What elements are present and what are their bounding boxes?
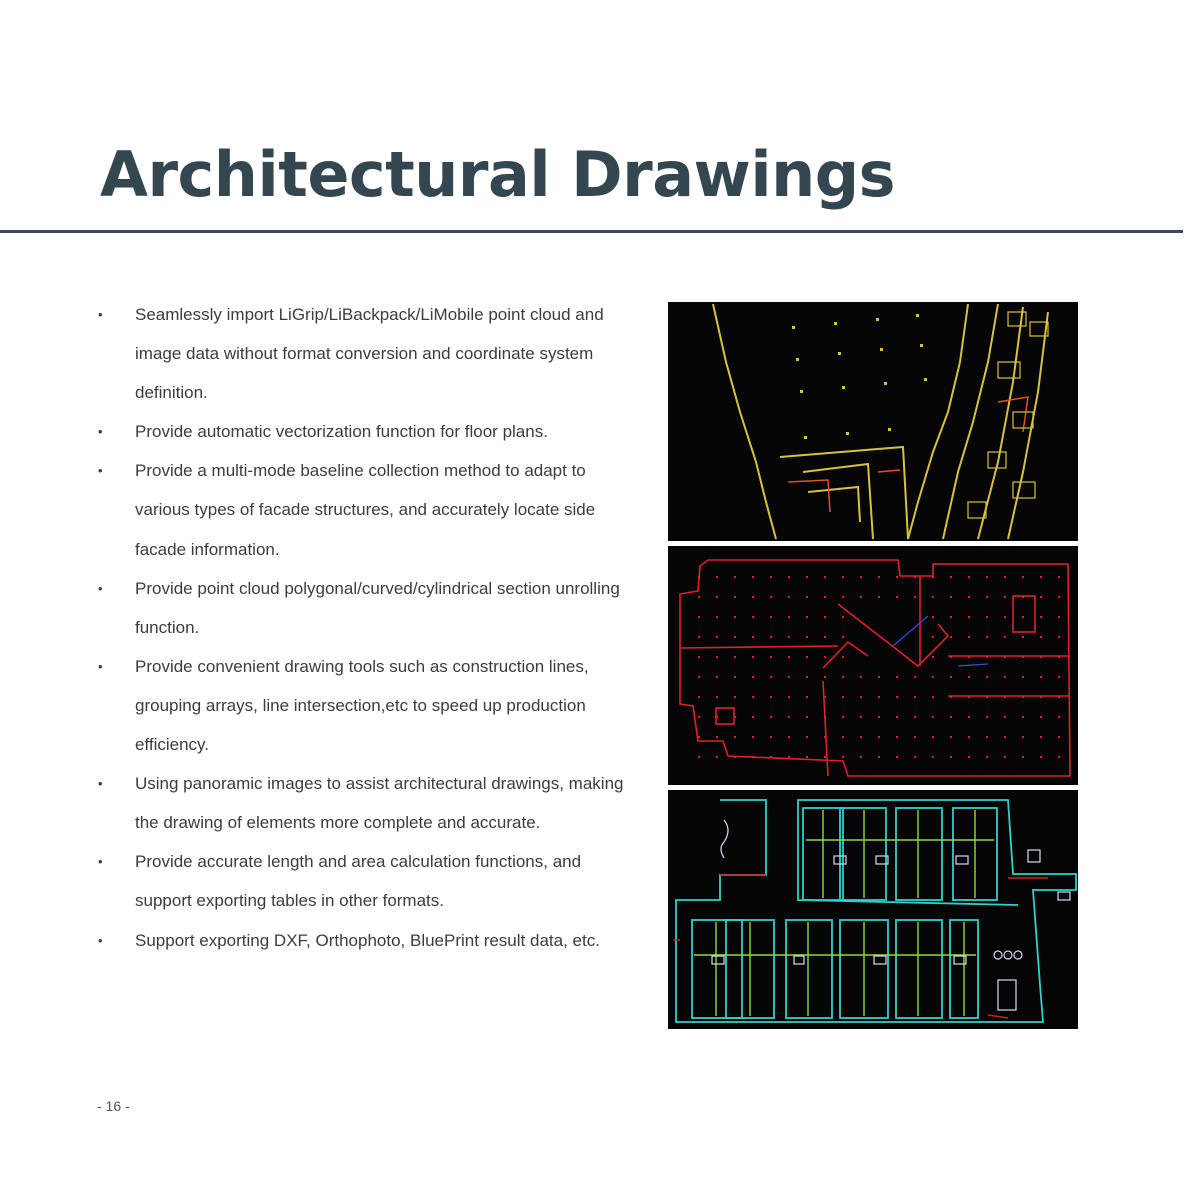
column-marker <box>1022 676 1024 678</box>
column-marker <box>950 616 952 618</box>
column-marker <box>932 736 934 738</box>
column-marker <box>878 716 880 718</box>
column-marker <box>968 656 970 658</box>
column-marker <box>698 636 700 638</box>
column-marker <box>1004 656 1006 658</box>
column-marker <box>734 656 736 658</box>
floorplan-image-3 <box>668 790 1078 1029</box>
column-marker <box>770 616 772 618</box>
column-marker <box>1004 616 1006 618</box>
column-marker <box>950 676 952 678</box>
column-marker <box>914 756 916 758</box>
column-marker <box>842 756 844 758</box>
column-marker <box>716 676 718 678</box>
column-marker <box>752 736 754 738</box>
column-marker <box>860 596 862 598</box>
column-marker <box>1004 676 1006 678</box>
column-marker <box>752 716 754 718</box>
feature-item <box>98 412 628 451</box>
column-marker <box>788 736 790 738</box>
column-marker <box>698 596 700 598</box>
column-marker <box>968 696 970 698</box>
floorplan-image-1 <box>668 302 1078 541</box>
column-marker <box>788 596 790 598</box>
column-marker <box>734 596 736 598</box>
column-marker <box>770 656 772 658</box>
column-marker <box>824 596 826 598</box>
column-marker <box>842 596 844 598</box>
column-marker <box>716 736 718 738</box>
bullet-icon: • <box>98 463 103 479</box>
column-marker <box>1022 636 1024 638</box>
column-marker <box>752 756 754 758</box>
column-marker <box>752 576 754 578</box>
column-marker <box>950 636 952 638</box>
column-marker <box>842 676 844 678</box>
floorplan-yellow-drawing <box>668 302 1078 541</box>
feature-text: Seamlessly import LiGrip/LiBackpack/LiMobile point cloud and image data without format conversion and coordinate system definition. <box>135 305 604 403</box>
column-marker <box>716 716 718 718</box>
column-marker <box>914 676 916 678</box>
column-marker <box>932 756 934 758</box>
floorplan-red-drawing <box>668 546 1078 785</box>
column-marker <box>734 616 736 618</box>
column-marker <box>842 656 844 658</box>
column-marker <box>1022 716 1024 718</box>
column-marker <box>1040 756 1042 758</box>
column-marker <box>968 576 970 578</box>
page-title: Architectural Drawings <box>100 138 895 211</box>
column-marker <box>1058 616 1060 618</box>
column-marker <box>968 676 970 678</box>
column-marker <box>698 676 700 678</box>
column-marker <box>842 696 844 698</box>
column-marker <box>1040 636 1042 638</box>
column-marker <box>698 736 700 738</box>
column-marker <box>896 696 898 698</box>
column-marker <box>896 576 898 578</box>
column-marker <box>968 636 970 638</box>
column-marker <box>932 616 934 618</box>
column-marker <box>1058 576 1060 578</box>
column-marker <box>1022 596 1024 598</box>
bullet-icon: • <box>98 658 103 674</box>
column-marker <box>806 736 808 738</box>
column-marker <box>842 616 844 618</box>
column-marker <box>824 676 826 678</box>
column-marker <box>752 636 754 638</box>
column-marker <box>824 576 826 578</box>
column-marker <box>932 656 934 658</box>
column-marker <box>878 696 880 698</box>
column-marker <box>986 616 988 618</box>
column-marker <box>1004 736 1006 738</box>
column-marker <box>698 576 700 578</box>
bullet-icon: • <box>98 932 103 948</box>
column-marker <box>824 656 826 658</box>
column-marker <box>788 576 790 578</box>
column-marker <box>806 756 808 758</box>
feature-text: Provide point cloud polygonal/curved/cylindrical section unrolling function. <box>135 578 620 637</box>
column-marker <box>734 696 736 698</box>
column-marker <box>878 736 880 738</box>
column-marker <box>806 576 808 578</box>
feature-item <box>98 647 628 764</box>
feature-text: Provide automatic vectorization function for floor plans. <box>135 422 548 442</box>
column-marker <box>788 676 790 678</box>
column-marker <box>716 656 718 658</box>
feature-item <box>98 842 628 920</box>
column-marker <box>1004 696 1006 698</box>
column-markers <box>698 576 1060 758</box>
column-marker <box>914 596 916 598</box>
column-marker <box>1004 716 1006 718</box>
title-divider <box>0 230 1183 233</box>
column-marker <box>1004 576 1006 578</box>
column-marker <box>1004 756 1006 758</box>
column-marker <box>968 756 970 758</box>
column-marker <box>1058 756 1060 758</box>
column-marker <box>1058 636 1060 638</box>
column-marker <box>824 736 826 738</box>
bullet-icon: • <box>98 580 103 596</box>
column-marker <box>824 756 826 758</box>
column-marker <box>788 756 790 758</box>
column-marker <box>896 756 898 758</box>
column-marker <box>752 656 754 658</box>
feature-item <box>98 764 628 842</box>
column-marker <box>752 696 754 698</box>
column-marker <box>914 716 916 718</box>
column-marker <box>734 636 736 638</box>
column-marker <box>788 656 790 658</box>
column-marker <box>698 656 700 658</box>
column-marker <box>986 736 988 738</box>
column-marker <box>1058 716 1060 718</box>
page-number: - 16 - <box>97 1098 130 1114</box>
column-marker <box>932 676 934 678</box>
column-marker <box>752 596 754 598</box>
bullet-icon: • <box>98 307 103 322</box>
column-marker <box>950 716 952 718</box>
column-marker <box>770 676 772 678</box>
column-marker <box>824 616 826 618</box>
column-marker <box>734 676 736 678</box>
column-marker <box>752 616 754 618</box>
column-marker <box>770 756 772 758</box>
column-marker <box>932 716 934 718</box>
column-marker <box>824 696 826 698</box>
column-marker <box>932 636 934 638</box>
column-marker <box>968 596 970 598</box>
feature-text: Using panoramic images to assist architectural drawings, making the drawing of elements more complete and accurate. <box>135 774 624 833</box>
column-marker <box>806 596 808 598</box>
column-marker <box>1040 736 1042 738</box>
column-marker <box>698 756 700 758</box>
column-marker <box>770 736 772 738</box>
column-marker <box>1004 636 1006 638</box>
column-marker <box>788 696 790 698</box>
column-marker <box>716 576 718 578</box>
floorplan-cyan-drawing <box>668 790 1078 1029</box>
column-marker <box>734 736 736 738</box>
column-marker <box>1058 676 1060 678</box>
column-marker <box>878 576 880 578</box>
column-marker <box>806 636 808 638</box>
feature-text: Provide a multi-mode baseline collection method to adapt to various types of facade structures, and accurately locate side facade information. <box>135 461 596 559</box>
column-marker <box>950 696 952 698</box>
column-marker <box>806 676 808 678</box>
column-marker <box>1040 716 1042 718</box>
column-marker <box>824 716 826 718</box>
column-marker <box>1058 736 1060 738</box>
column-marker <box>986 716 988 718</box>
column-marker <box>860 696 862 698</box>
column-marker <box>914 696 916 698</box>
column-marker <box>950 756 952 758</box>
column-marker <box>1040 676 1042 678</box>
column-marker <box>986 676 988 678</box>
column-marker <box>932 576 934 578</box>
column-marker <box>878 596 880 598</box>
feature-item <box>98 569 628 647</box>
column-marker <box>896 596 898 598</box>
bullet-icon: • <box>98 424 103 440</box>
column-marker <box>968 616 970 618</box>
column-marker <box>734 576 736 578</box>
column-marker <box>950 596 952 598</box>
column-marker <box>716 636 718 638</box>
column-marker <box>770 716 772 718</box>
column-marker <box>770 576 772 578</box>
column-marker <box>770 596 772 598</box>
column-marker <box>968 716 970 718</box>
column-marker <box>788 616 790 618</box>
bullet-icon: • <box>98 854 103 870</box>
column-marker <box>716 616 718 618</box>
column-marker <box>1040 696 1042 698</box>
feature-item <box>98 295 628 412</box>
column-marker <box>806 616 808 618</box>
feature-list <box>98 295 628 960</box>
column-marker <box>896 736 898 738</box>
column-marker <box>860 736 862 738</box>
column-marker <box>860 756 862 758</box>
column-marker <box>806 716 808 718</box>
column-marker <box>842 576 844 578</box>
column-marker <box>698 716 700 718</box>
column-marker <box>842 716 844 718</box>
column-marker <box>968 736 970 738</box>
column-marker <box>806 656 808 658</box>
column-marker <box>1022 576 1024 578</box>
column-marker <box>716 596 718 598</box>
column-marker <box>752 676 754 678</box>
column-marker <box>1058 696 1060 698</box>
column-marker <box>986 656 988 658</box>
feature-item <box>98 921 628 960</box>
column-marker <box>1022 616 1024 618</box>
column-marker <box>788 716 790 718</box>
column-marker <box>896 676 898 678</box>
column-marker <box>716 756 718 758</box>
column-marker <box>716 696 718 698</box>
column-marker <box>986 696 988 698</box>
column-marker <box>734 756 736 758</box>
column-marker <box>770 636 772 638</box>
column-marker <box>932 696 934 698</box>
feature-item <box>98 451 628 568</box>
column-marker <box>698 696 700 698</box>
column-marker <box>1022 736 1024 738</box>
column-marker <box>1040 576 1042 578</box>
column-marker <box>896 716 898 718</box>
bullet-icon: • <box>98 776 103 792</box>
column-marker <box>1058 656 1060 658</box>
column-marker <box>1058 596 1060 598</box>
column-marker <box>986 756 988 758</box>
column-marker <box>986 596 988 598</box>
column-marker <box>824 636 826 638</box>
column-marker <box>860 576 862 578</box>
column-marker <box>914 576 916 578</box>
column-marker <box>950 576 952 578</box>
column-marker <box>860 716 862 718</box>
column-marker <box>842 736 844 738</box>
column-marker <box>788 636 790 638</box>
column-marker <box>950 736 952 738</box>
column-marker <box>986 636 988 638</box>
column-marker <box>914 736 916 738</box>
column-marker <box>770 696 772 698</box>
column-marker <box>1040 616 1042 618</box>
column-marker <box>1040 596 1042 598</box>
feature-text: Support exporting DXF, Orthophoto, BluePrint result data, etc. <box>135 930 600 950</box>
column-marker <box>932 596 934 598</box>
column-marker <box>986 576 988 578</box>
floorplan-image-2 <box>668 546 1078 785</box>
column-marker <box>1004 596 1006 598</box>
column-marker <box>878 676 880 678</box>
feature-text: Provide accurate length and area calculation functions, and support exporting tables in other formats. <box>135 852 582 911</box>
column-marker <box>1022 696 1024 698</box>
column-marker <box>734 716 736 718</box>
column-marker <box>1040 656 1042 658</box>
column-marker <box>1022 756 1024 758</box>
column-marker <box>860 676 862 678</box>
column-marker <box>806 696 808 698</box>
column-marker <box>1022 656 1024 658</box>
column-marker <box>950 656 952 658</box>
feature-text: Provide convenient drawing tools such as construction lines, grouping arrays, line intersection,etc to speed up production efficiency. <box>135 656 589 755</box>
column-marker <box>698 616 700 618</box>
column-marker <box>842 636 844 638</box>
column-marker <box>878 756 880 758</box>
